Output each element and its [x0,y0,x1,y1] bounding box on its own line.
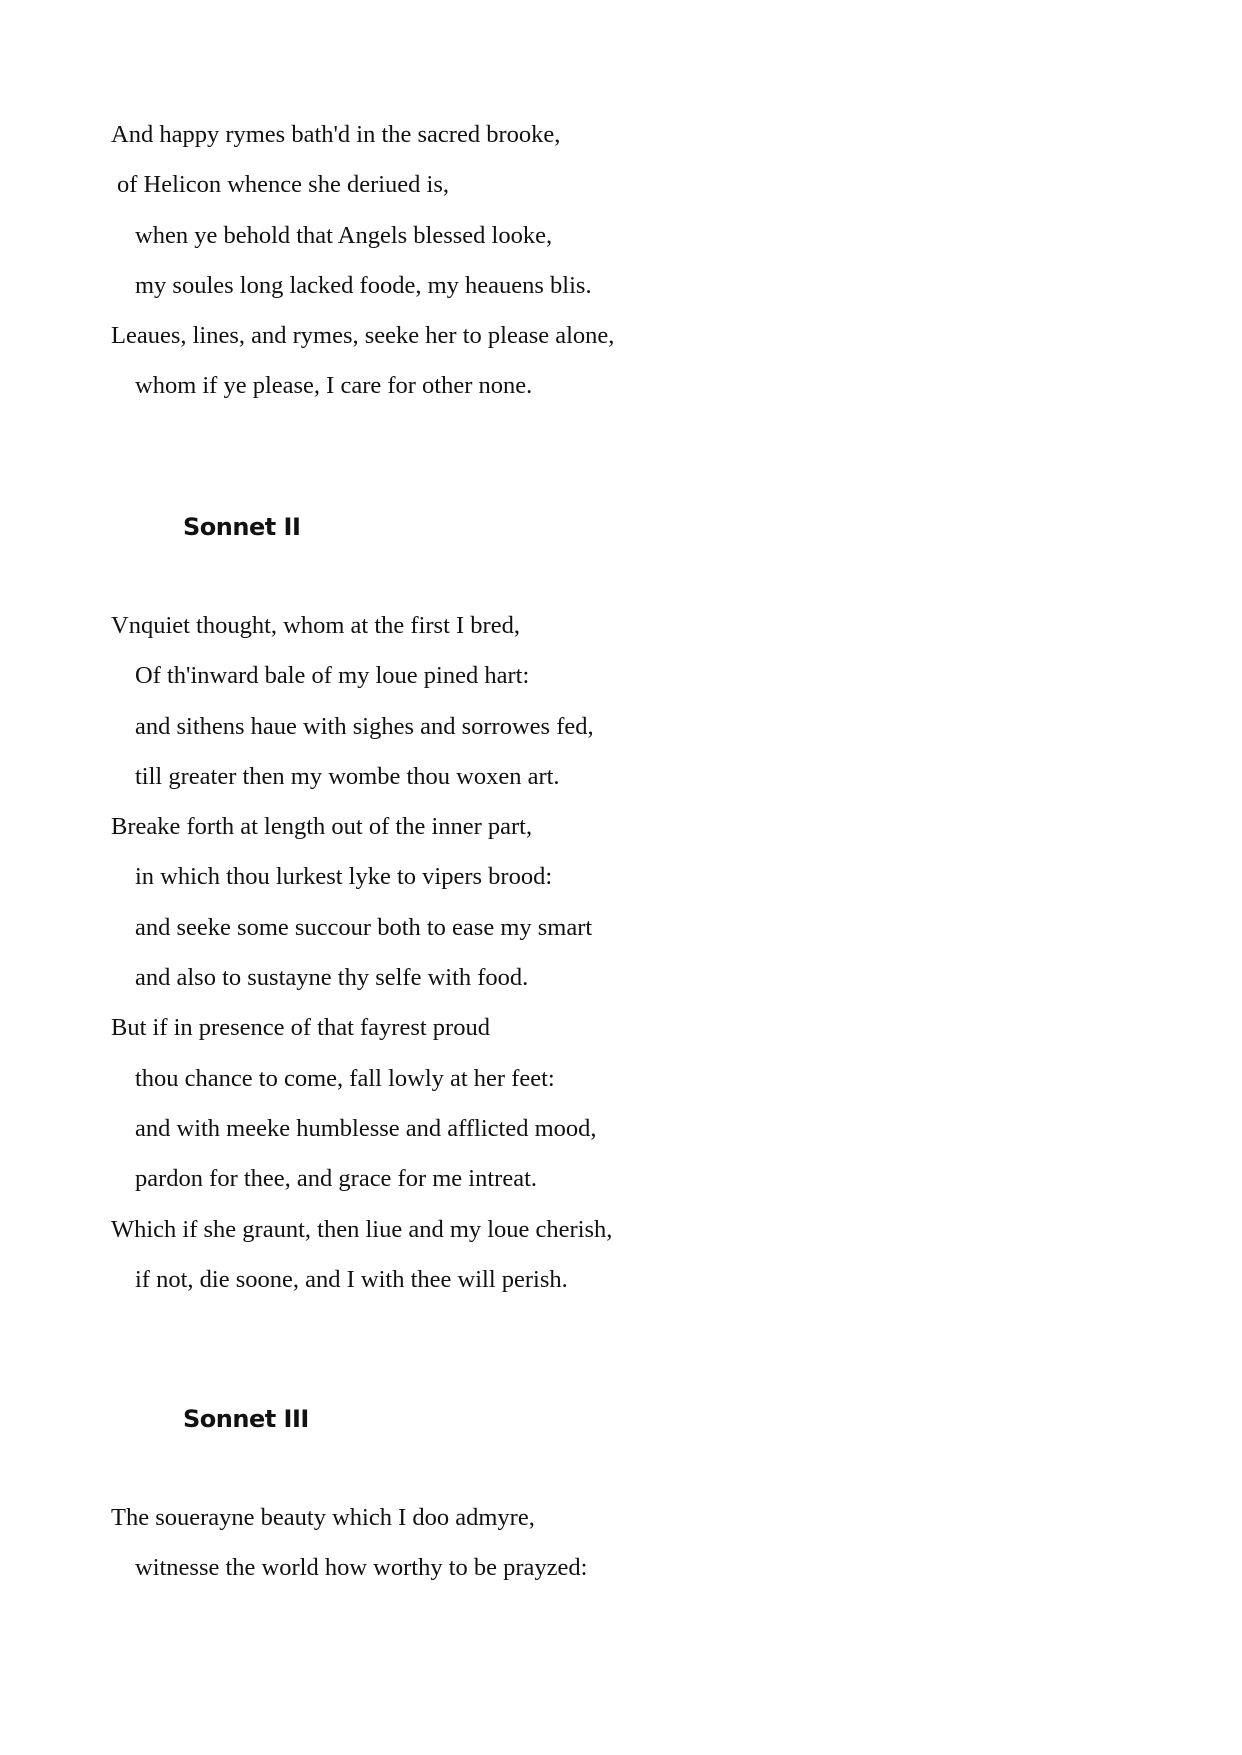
poem-line: thou chance to come, fall lowly at her feet: [135,1064,555,1092]
poem-line: whom if ye please, I care for other none. [135,372,533,400]
poem-line: And happy rymes bath'd in the sacred brooke, [111,121,561,148]
sonnet-2-title: Sonnet II [183,513,301,541]
poem-line: witnesse the world how worthy to be prayzed: [135,1554,588,1582]
poem-line: my soules long lacked foode, my heauens blis. [135,271,592,299]
poem-line: Which if she graunt, then liue and my loue cherish, [111,1215,613,1243]
poem-line: Of th'inward bale of my loue pined hart: [135,662,530,690]
poem-line: Leaues, lines, and rymes, seeke her to please alone, [111,322,615,350]
sonnet-3-title: Sonnet III [183,1405,309,1433]
poem-line: till greater then my wombe thou woxen art. [135,762,560,790]
sonnet-3-body [111,1493,1011,1594]
poem-line: Breake forth at length out of the inner part, [111,813,533,841]
poem-line: in which thou lurkest lyke to vipers brood: [135,863,553,891]
sonnet-2-body [111,601,1011,1305]
poem-line: and with meeke humblesse and afflicted mood, [135,1114,597,1142]
poem-line: of Helicon whence she deriued is, [117,171,449,199]
poem-line: The souerayne beauty which I doo admyre, [111,1504,535,1531]
sonnet-fragment [111,110,1011,412]
poem-line: and sithens haue with sighes and sorrowes fed, [135,712,594,740]
poem-line: But if in presence of that fayrest proud [111,1014,490,1042]
poem-line: and also to sustayne thy selfe with food. [135,964,529,992]
poem-line: when ye behold that Angels blessed looke, [135,221,553,249]
poem-line: if not, die soone, and I with thee will perish. [135,1265,568,1293]
poem-line: Vnquiet thought, whom at the first I bred, [111,612,520,639]
poem-line: and seeke some succour both to ease my smart [135,913,593,941]
poem-line: pardon for thee, and grace for me intreat. [135,1165,538,1193]
